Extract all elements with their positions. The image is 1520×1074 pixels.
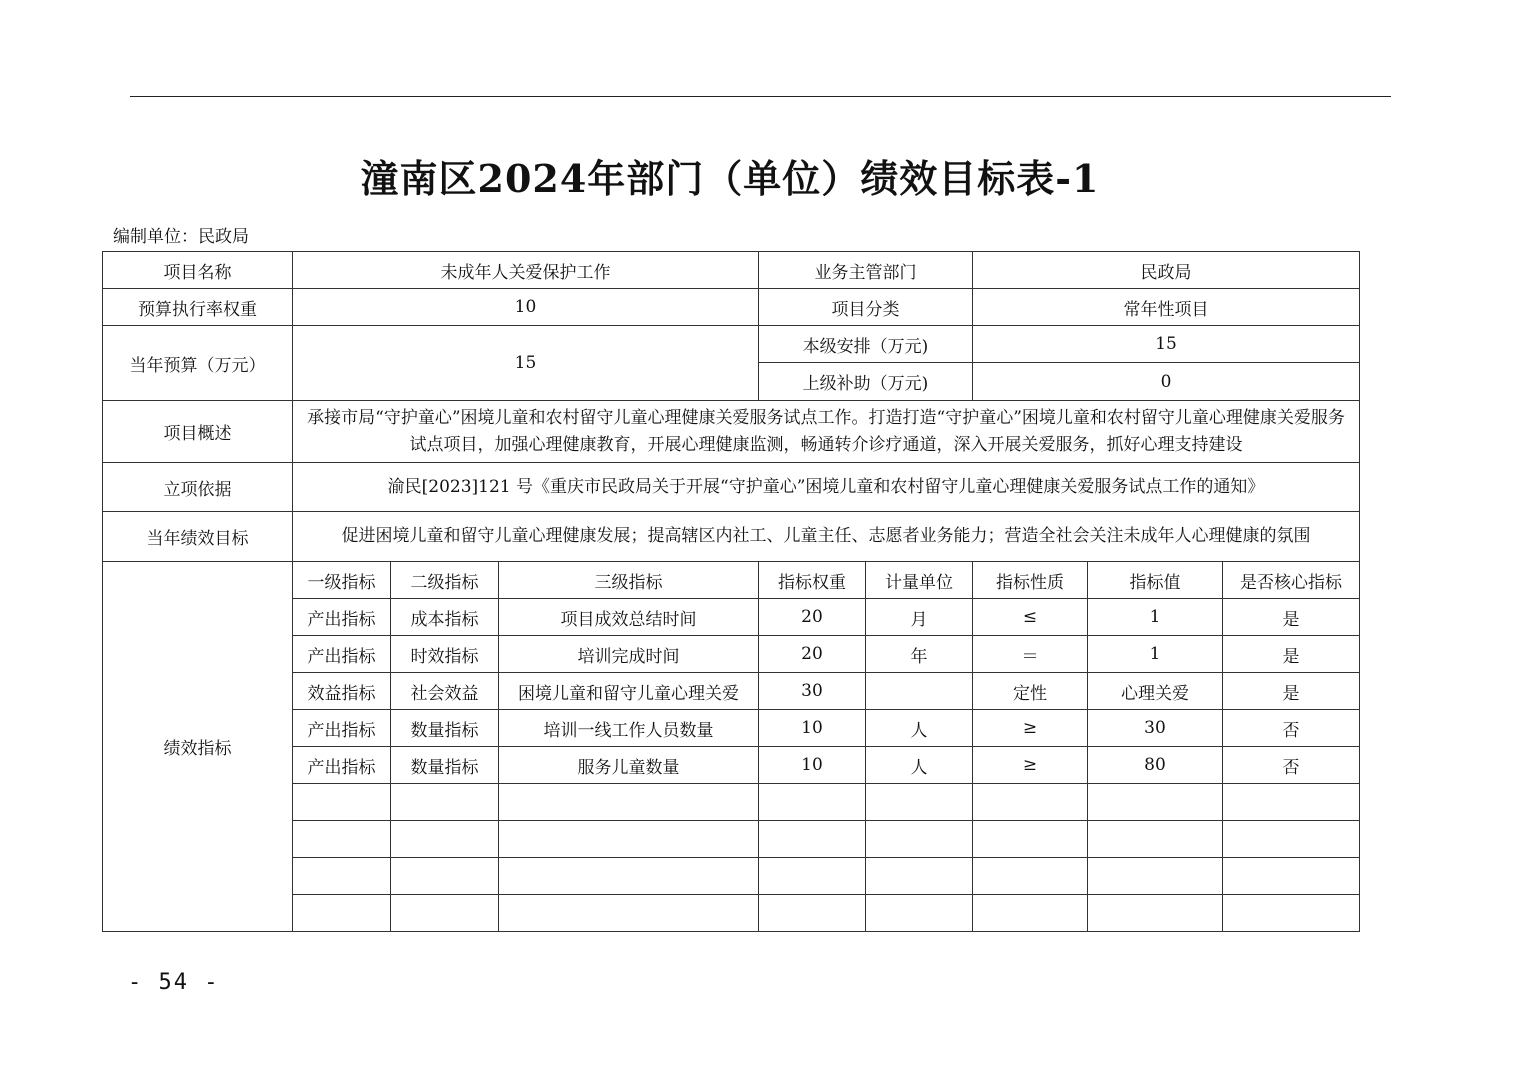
level3-cell: 服务儿童数量 bbox=[499, 747, 759, 784]
level1-cell: 产出指标 bbox=[293, 747, 391, 784]
basis-label: 立项依据 bbox=[103, 463, 293, 512]
level2-cell: 数量指标 bbox=[391, 747, 499, 784]
nature-cell: ≥ bbox=[973, 710, 1088, 747]
unit-cell: 年 bbox=[866, 636, 973, 673]
weight-cell: 20 bbox=[759, 636, 866, 673]
row-goal bbox=[103, 512, 1360, 562]
value-cell: 1 bbox=[1088, 599, 1223, 636]
core-cell: 是 bbox=[1223, 673, 1360, 710]
core-cell: 是 bbox=[1223, 636, 1360, 673]
level3-cell: 项目成效总结时间 bbox=[499, 599, 759, 636]
value-cell: 80 bbox=[1088, 747, 1223, 784]
unit-cell bbox=[866, 673, 973, 710]
nature-cell: 定性 bbox=[973, 673, 1088, 710]
level3-cell: 培训完成时间 bbox=[499, 636, 759, 673]
budget-weight-value: 10 bbox=[293, 289, 759, 326]
level2-cell: 成本指标 bbox=[391, 599, 499, 636]
goal-label: 当年绩效目标 bbox=[103, 512, 293, 562]
value-cell: 30 bbox=[1088, 710, 1223, 747]
level2-cell: 时效指标 bbox=[391, 636, 499, 673]
indicator-header: 三级指标 bbox=[499, 562, 759, 599]
row-budget-weight bbox=[103, 289, 1360, 326]
level1-cell: 产出指标 bbox=[293, 599, 391, 636]
core-cell: 是 bbox=[1223, 599, 1360, 636]
category-value: 常年性项目 bbox=[973, 289, 1360, 326]
indicators-label: 绩效指标 bbox=[103, 562, 293, 932]
level3-cell: 困境儿童和留守儿童心理关爱 bbox=[499, 673, 759, 710]
level1-cell: 产出指标 bbox=[293, 710, 391, 747]
row-project-name bbox=[103, 252, 1360, 289]
basis-value: 渝民[2023]121 号《重庆市民政局关于开展“守护童心”困境儿童和农村留守儿童心理健康关爱服务试点工作的通知》 bbox=[293, 463, 1360, 512]
overview-label: 项目概述 bbox=[103, 401, 293, 463]
core-cell: 否 bbox=[1223, 710, 1360, 747]
goal-value: 促进困境儿童和留守儿童心理健康发展；提高辖区内社工、儿童主任、志愿者业务能力；营造全社会关注未成年人心理健康的氛围 bbox=[293, 512, 1360, 562]
indicator-header: 指标权重 bbox=[759, 562, 866, 599]
indicator-header: 计量单位 bbox=[866, 562, 973, 599]
category-label: 项目分类 bbox=[759, 289, 973, 326]
level2-cell: 社会效益 bbox=[391, 673, 499, 710]
row-basis bbox=[103, 463, 1360, 512]
dept-value: 民政局 bbox=[973, 252, 1360, 289]
weight-cell: 30 bbox=[759, 673, 866, 710]
page-number: - 54 - bbox=[128, 970, 220, 995]
performance-table bbox=[102, 251, 1360, 932]
row-annual-budget bbox=[103, 326, 1360, 363]
header-rule bbox=[130, 96, 1391, 97]
level1-cell: 产出指标 bbox=[293, 636, 391, 673]
upper-subsidy-label: 上级补助（万元) bbox=[759, 363, 973, 401]
overview-value: 承接市局“守护童心”困境儿童和农村留守儿童心理健康关爱服务试点工作。打造打造“守护童心”困境儿童和农村留守儿童心理健康关爱服务试点项目，加强心理健康教育，开展心理健康监测，畅通转介诊疗通道，深入开展关爱服务，抓好心理支持建设 bbox=[293, 401, 1360, 463]
page-title: 潼南区2024年部门（单位）绩效目标表-1 bbox=[360, 156, 1100, 201]
local-budget-value: 15 bbox=[973, 326, 1360, 363]
level1-cell: 效益指标 bbox=[293, 673, 391, 710]
upper-subsidy-value: 0 bbox=[973, 363, 1360, 401]
value-cell: 1 bbox=[1088, 636, 1223, 673]
indicator-header: 指标值 bbox=[1088, 562, 1223, 599]
annual-budget-value: 15 bbox=[293, 326, 759, 401]
value-cell: 心理关爱 bbox=[1088, 673, 1223, 710]
weight-cell: 20 bbox=[759, 599, 866, 636]
nature-cell: ≤ bbox=[973, 599, 1088, 636]
weight-cell: 10 bbox=[759, 710, 866, 747]
indicator-header-row bbox=[103, 562, 1360, 599]
nature-cell: ≥ bbox=[973, 747, 1088, 784]
project-name-label: 项目名称 bbox=[103, 252, 293, 289]
weight-cell: 10 bbox=[759, 747, 866, 784]
budget-weight-label: 预算执行率权重 bbox=[103, 289, 293, 326]
indicator-header: 指标性质 bbox=[973, 562, 1088, 599]
dept-label: 业务主管部门 bbox=[759, 252, 973, 289]
nature-cell: ＝ bbox=[973, 636, 1088, 673]
level2-cell: 数量指标 bbox=[391, 710, 499, 747]
level3-cell: 培训一线工作人员数量 bbox=[499, 710, 759, 747]
unit-cell: 月 bbox=[866, 599, 973, 636]
indicator-header: 一级指标 bbox=[293, 562, 391, 599]
compiling-unit: 编制单位：民政局 bbox=[113, 227, 249, 247]
project-name-value: 未成年人关爱保护工作 bbox=[293, 252, 759, 289]
unit-cell: 人 bbox=[866, 747, 973, 784]
indicator-header: 二级指标 bbox=[391, 562, 499, 599]
indicator-header: 是否核心指标 bbox=[1223, 562, 1360, 599]
unit-cell: 人 bbox=[866, 710, 973, 747]
core-cell: 否 bbox=[1223, 747, 1360, 784]
local-budget-label: 本级安排（万元) bbox=[759, 326, 973, 363]
row-overview bbox=[103, 401, 1360, 463]
annual-budget-label: 当年预算（万元） bbox=[103, 326, 293, 401]
